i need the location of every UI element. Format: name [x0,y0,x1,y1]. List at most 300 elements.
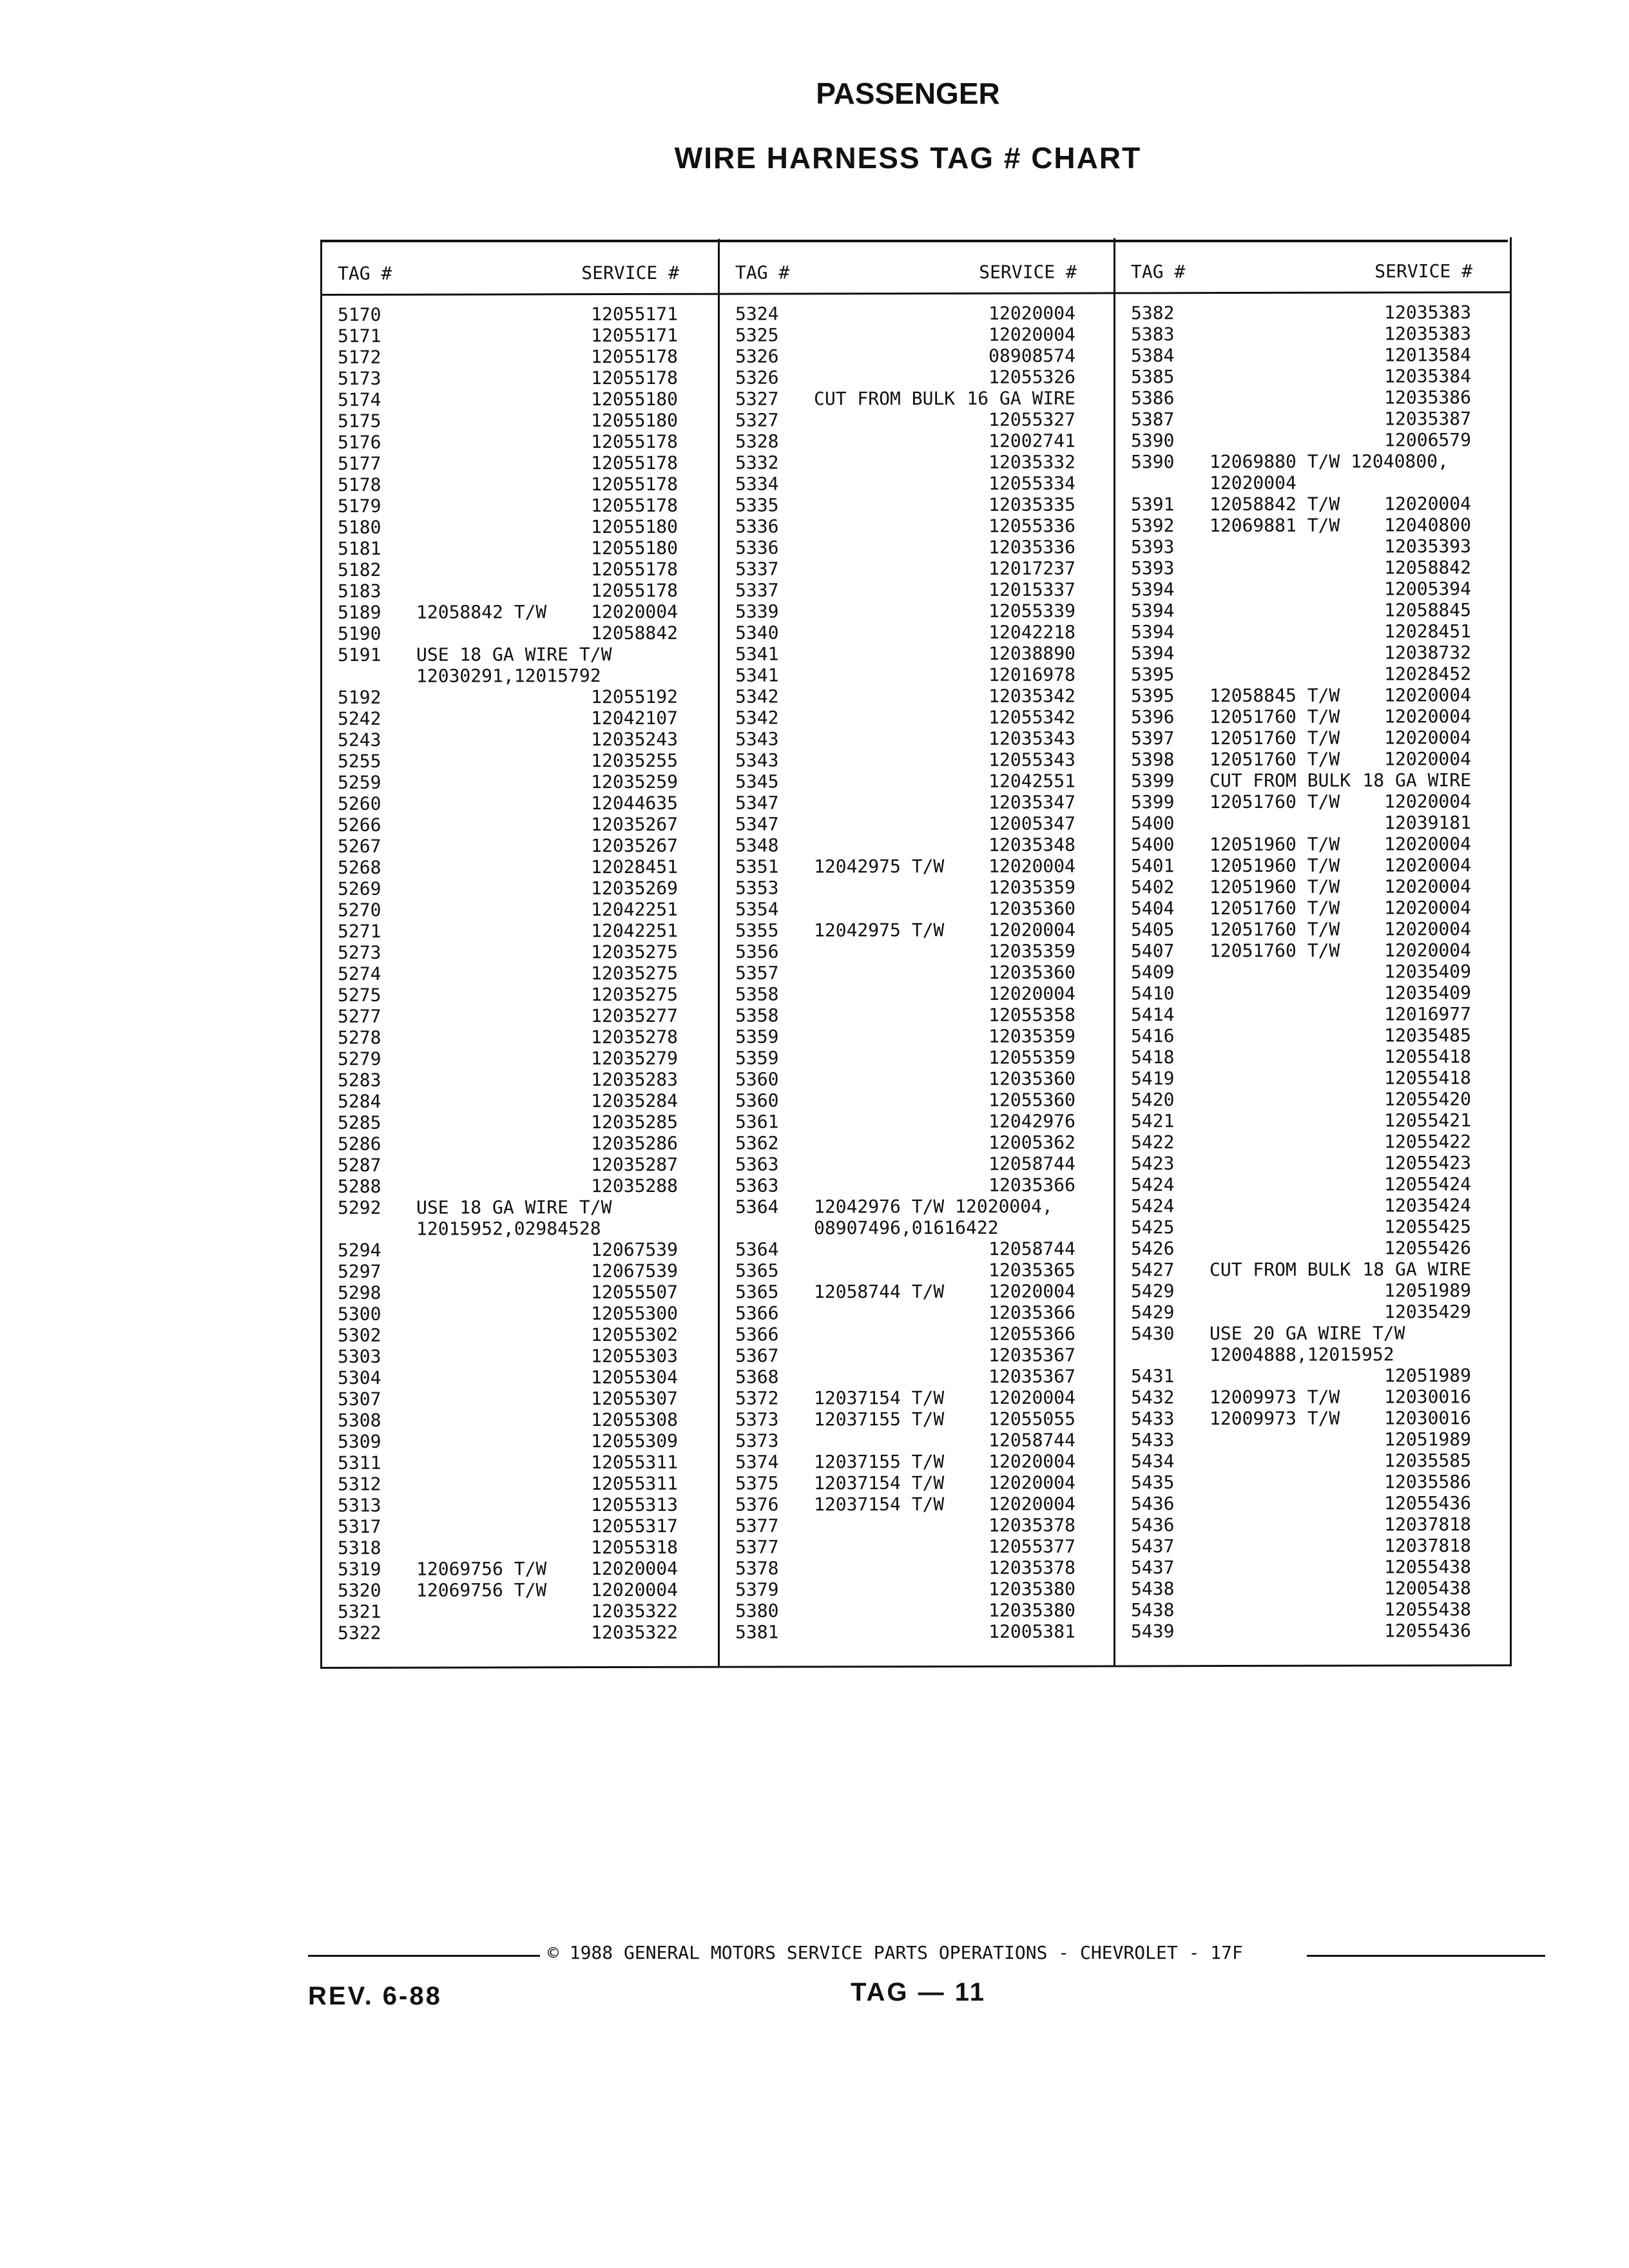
table-row [1115,1237,1511,1259]
tag-number: 5367 [735,1345,779,1367]
table-row [1115,1110,1511,1131]
tag-number: 5326 [735,345,779,367]
table-row [720,749,1115,771]
table-row [1115,1322,1511,1344]
table-row [720,1514,1115,1536]
table-row [322,410,718,432]
table-row [1115,1407,1511,1429]
tag-number: 5372 [735,1387,779,1409]
tag-number: 5320 [338,1579,381,1601]
table-row [1115,557,1511,579]
service-number: 12055178 [591,494,678,517]
service-note: 12020004 [1210,472,1296,494]
table-row [720,664,1115,686]
tag-number: 5343 [735,749,779,771]
service-number: 12035380 [988,1599,1075,1621]
service-number: 12035275 [591,962,678,985]
service-number: 12055426 [1384,1237,1471,1259]
tag-number: 5287 [338,1154,381,1176]
table-column-3 [1113,237,1511,1665]
tag-number: 5348 [735,834,779,856]
service-note: 12042975 T/W [814,919,945,941]
tag-number: 5351 [735,856,779,878]
table-row [720,1472,1115,1494]
tag-number: 5277 [338,1005,381,1027]
tag-number: 5326 [735,367,779,389]
table-row [720,1365,1115,1387]
tag-number: 5292 [338,1196,381,1218]
service-number: 12035286 [591,1132,678,1155]
service-number: 12013584 [1384,344,1471,366]
table-row [1115,1620,1511,1642]
table-row [322,899,718,921]
service-number: 12035267 [591,813,678,836]
tag-number: 5421 [1131,1110,1175,1132]
header-service: SERVICE # [1374,260,1472,282]
table-row [1115,791,1511,812]
tag-number: 5373 [735,1430,779,1452]
tag-number: 5382 [1131,302,1175,324]
table-row [720,855,1115,877]
table-row [322,1026,718,1048]
table-row [322,814,718,836]
tag-number: 5437 [1131,1535,1175,1557]
column-rows [1115,302,1511,1642]
table-row [1115,1492,1511,1514]
tag-number: 5373 [735,1408,779,1430]
table-row [720,1068,1115,1090]
service-number: 12055317 [591,1515,678,1537]
table-row [720,472,1115,494]
table-row [1115,939,1511,961]
table-row [720,1153,1115,1175]
table-row [720,1493,1115,1515]
service-note: 12037155 T/W [814,1450,945,1473]
table-row [720,1557,1115,1579]
table-row [720,430,1115,452]
service-number: 12055178 [591,579,678,602]
table-row [322,1494,718,1516]
service-note: 12037154 T/W [814,1493,945,1515]
table-row [322,1090,718,1112]
tag-number: 5435 [1131,1472,1175,1494]
service-number: 12055327 [988,408,1075,430]
service-number: 12035386 [1384,387,1471,408]
tag-number: 5383 [1131,323,1175,345]
tag-number: 5297 [338,1260,381,1282]
service-note: USE 20 GA WIRE T/W [1210,1322,1405,1345]
header-tag: TAG # [338,262,392,284]
service-number: 12035409 [1384,982,1471,1004]
tag-number: 5405 [1131,919,1175,941]
tag-number: 5438 [1131,1599,1175,1621]
tag-number: 5319 [338,1558,381,1580]
tag-number: 5355 [735,919,779,941]
service-number: 12055422 [1384,1131,1471,1153]
service-number: 12035378 [988,1557,1075,1579]
header-tag: TAG # [1131,261,1186,283]
service-number: 12035283 [591,1068,678,1091]
service-number: 12040800 [1384,514,1471,536]
tag-number: 5386 [1131,387,1175,409]
service-number: 12055318 [591,1536,678,1559]
page-title: PASSENGER [816,77,1000,110]
service-number: 12055418 [1384,1067,1471,1089]
service-number: 12055424 [1384,1173,1471,1195]
header-service: SERVICE # [979,261,1077,283]
table-row [1115,1195,1511,1216]
service-number: 12006579 [1384,429,1471,451]
service-number: 12055300 [591,1302,678,1325]
page-number: TAG — 11 [851,1978,986,2006]
service-number: 12035347 [988,791,1075,813]
tag-number: 5242 [338,707,381,729]
table-row [322,1388,718,1410]
tag-number: 5174 [338,389,381,410]
service-note: 12015952,02984528 [416,1218,601,1240]
service-number: 12035348 [988,834,1075,856]
table-row [720,898,1115,919]
table-column-1 [322,239,718,1667]
service-number: 12017237 [988,557,1075,579]
table-column-2 [718,238,1115,1666]
table-row [322,1430,718,1452]
service-number: 12055178 [591,558,678,581]
service-number: 12035485 [1384,1024,1471,1046]
tag-number: 5266 [338,814,381,836]
table-row [1115,302,1511,323]
service-number: 12055171 [591,324,678,347]
table-row [1115,854,1511,876]
tag-number: 5285 [338,1111,381,1133]
service-number: 12028451 [591,856,678,878]
service-note: 12037154 T/W [814,1387,945,1409]
table-row [720,451,1115,473]
service-number: 12042976 [988,1110,1075,1132]
service-number: 12058842 [591,622,678,644]
table-row [1115,684,1511,706]
service-number: 12055311 [591,1472,678,1495]
tag-number: 5366 [735,1323,779,1345]
tag-number: 5325 [735,324,779,346]
service-number: 18 GA WIRE [1362,1258,1471,1280]
tag-number: 5347 [735,813,779,835]
service-number: 12058744 [988,1429,1075,1451]
service-number: 12035429 [1384,1301,1471,1323]
table-row [720,1046,1115,1068]
service-number: 12020004 [1384,876,1471,898]
service-number: 12055420 [1384,1088,1471,1110]
tag-number: 5434 [1131,1450,1175,1472]
tag-number: 5336 [735,537,779,559]
service-number: 12005362 [988,1131,1075,1153]
table-row [322,516,718,538]
table-row [1115,1386,1511,1408]
table-row [322,920,718,942]
tag-number: 5362 [735,1132,779,1154]
service-note: 12051760 T/W [1210,706,1340,728]
header-service: SERVICE # [581,262,679,284]
service-number: 12020004 [1384,706,1471,727]
table-row [322,346,718,368]
table-row [720,983,1115,1004]
service-number: 16 GA WIRE [967,387,1075,409]
copyright-text: © 1988 GENERAL MOTORS SERVICE PARTS OPERATIONS - CHEVROLET - 17F [548,1942,1243,1963]
tag-number: 5191 [338,644,381,666]
service-number: 12020004 [591,1557,678,1580]
tag-number: 5318 [338,1537,381,1559]
tag-number: 5189 [338,601,381,623]
table-row [1115,1471,1511,1493]
table-row [1115,961,1511,983]
table-row [322,1303,718,1325]
chart-subtitle: WIRE HARNESS TAG # CHART [674,141,1142,175]
tag-number: 5410 [1131,983,1175,1004]
service-note: 12069756 T/W [416,1579,547,1601]
table-row [1115,578,1511,600]
tag-number: 5324 [735,303,779,325]
service-number: 12058744 [988,1238,1075,1260]
service-number: 12042251 [591,898,678,921]
service-number: 12016977 [1384,1003,1471,1025]
table-row [322,1154,718,1176]
service-number: 12020004 [988,1387,1075,1408]
service-number: 12035383 [1384,302,1471,323]
tag-number: 5365 [735,1260,779,1282]
tag-number: 5328 [735,430,779,452]
table-row [322,1409,718,1431]
service-number: 12035269 [591,877,678,899]
service-number: 12035336 [988,536,1075,558]
tag-number: 5183 [338,580,381,602]
table-row [720,494,1115,515]
service-number: 12035367 [988,1344,1075,1366]
service-number: 12020004 [988,1472,1075,1494]
service-number: 12035393 [1384,535,1471,557]
tag-number: 5401 [1131,855,1175,877]
service-number: 12005381 [988,1620,1075,1642]
tag-number: 5363 [735,1175,779,1196]
service-number: 12055178 [591,452,678,474]
service-number: 12035360 [988,898,1075,919]
table-row [322,367,718,389]
tag-number: 5375 [735,1472,779,1494]
table-row [720,1302,1115,1323]
tag-number: 5307 [338,1388,381,1410]
tag-number: 5317 [338,1515,381,1537]
service-note: 08907496,01616422 [814,1216,999,1239]
service-number: 12055377 [988,1535,1075,1557]
tag-number: 5433 [1131,1408,1175,1430]
tag-number: 5392 [1131,515,1175,537]
table-row [322,1175,718,1197]
tag-number: 5380 [735,1600,779,1622]
service-number: 12020004 [1384,748,1471,770]
table-row [720,579,1115,601]
tag-number: 5175 [338,410,381,432]
tag-number: 5436 [1131,1493,1175,1515]
table-row [720,706,1115,728]
table-row [1115,472,1511,494]
table-row [322,963,718,985]
tag-number: 5390 [1131,451,1175,473]
table-row [322,1600,718,1622]
tag-number: 5332 [735,452,779,474]
service-number: 12020004 [1384,727,1471,749]
service-number: 12055366 [988,1323,1075,1345]
service-number: 12020004 [1384,854,1471,876]
tag-number: 5294 [338,1239,381,1261]
service-number: 12055180 [591,409,678,432]
tag-number: 5394 [1131,621,1175,643]
tag-number: 5358 [735,983,779,1005]
tag-number: 5394 [1131,642,1175,664]
service-note: USE 18 GA WIRE T/W [416,644,612,666]
service-note: CUT FROM BULK [1210,1258,1351,1281]
table-row [720,387,1115,409]
table-row [1115,748,1511,770]
service-number: 12028452 [1384,663,1471,685]
table-row [720,366,1115,388]
tag-number: 5284 [338,1090,381,1112]
tag-number: 5274 [338,963,381,985]
service-number: 12055436 [1384,1492,1471,1514]
tag-number: 5353 [735,877,779,899]
tag-number: 5429 [1131,1302,1175,1323]
table-row [1115,450,1511,472]
tag-number: 5431 [1131,1365,1175,1387]
table-row [720,1089,1115,1111]
service-number: 12058845 [1384,599,1471,621]
service-number: 12020004 [988,302,1075,324]
table-row [322,835,718,857]
service-note: 12051760 T/W [1210,939,1340,962]
table-row [720,1174,1115,1196]
tag-number: 5327 [735,388,779,410]
service-number: 12067539 [591,1238,678,1261]
table-row [1115,493,1511,515]
service-number: 12055359 [988,1046,1075,1068]
table-row [322,1048,718,1070]
table-row [720,1620,1115,1642]
service-number: 12035322 [591,1621,678,1644]
table-row [720,345,1115,367]
table-row [322,1622,718,1644]
table-row [322,1069,718,1091]
service-number: 12037818 [1384,1535,1471,1557]
service-note: 12042975 T/W [814,855,945,878]
table-row [1115,1152,1511,1174]
tag-number: 5377 [735,1515,779,1537]
tag-number: 5180 [338,516,381,538]
service-note: 12037154 T/W [814,1472,945,1494]
service-number: 12035278 [591,1026,678,1048]
table-row [322,495,718,517]
service-number: 12051989 [1384,1365,1471,1387]
service-number: 12035424 [1384,1195,1471,1216]
tag-number: 5275 [338,984,381,1006]
table-row [1115,1514,1511,1535]
tag-number: 5361 [735,1111,779,1133]
table-row [1115,642,1511,664]
table-row [720,1280,1115,1302]
column-rows [322,303,718,1644]
tag-number: 5345 [735,771,779,793]
tag-number: 5439 [1131,1620,1175,1642]
service-number: 12055171 [591,303,678,325]
table-row [720,323,1115,345]
service-number: 12035387 [1384,408,1471,430]
tag-number: 5170 [338,303,381,325]
tag-number: 5365 [735,1281,779,1303]
table-row [322,686,718,708]
table-row [1115,1046,1511,1068]
service-number: 12055336 [988,515,1075,537]
service-note: 12042976 T/W 12020004, [814,1195,1053,1218]
service-number: 12038732 [1384,642,1471,664]
table-row [720,1025,1115,1047]
service-number: 12055360 [988,1089,1075,1111]
table-row [720,919,1115,941]
service-note: 12051960 T/W [1210,833,1340,856]
service-note: 12051760 T/W [1210,918,1340,941]
tag-number: 5308 [338,1409,381,1431]
service-number: 12020004 [988,1280,1075,1302]
table-row [1115,408,1511,430]
table-row [1115,1577,1511,1599]
table-row [322,1111,718,1133]
tag-number: 5313 [338,1494,381,1516]
tag-number: 5359 [735,1047,779,1069]
table-row [720,1429,1115,1451]
tag-number: 5425 [1131,1216,1175,1238]
tag-number: 5377 [735,1536,779,1558]
tag-number: 5288 [338,1175,381,1197]
tag-number: 5340 [735,622,779,644]
table-row [322,452,718,474]
service-number: 12042251 [591,919,678,942]
tag-number: 5422 [1131,1131,1175,1153]
service-number: 12055309 [591,1430,678,1452]
service-number: 12058744 [988,1153,1075,1175]
tag-number: 5321 [338,1600,381,1622]
service-number: 12035279 [591,1047,678,1070]
tag-number: 5399 [1131,770,1175,792]
tag-number: 5334 [735,473,779,495]
tag-number: 5279 [338,1048,381,1070]
service-number: 12055421 [1384,1110,1471,1131]
tag-number: 5429 [1131,1280,1175,1302]
table-row [720,791,1115,813]
tag-number: 5255 [338,750,381,772]
service-number: 12055308 [591,1408,678,1431]
table-row [1115,1535,1511,1557]
tag-number: 5409 [1131,961,1175,983]
tag-number: 5171 [338,325,381,347]
table-row [720,1578,1115,1600]
tag-number: 5363 [735,1153,779,1175]
table-row [322,1558,718,1580]
table-row [1115,1428,1511,1450]
tag-number: 5416 [1131,1025,1175,1047]
service-note: 12069756 T/W [416,1558,547,1580]
tag-number: 5172 [338,346,381,368]
tag-number: 5286 [338,1133,381,1155]
tag-number: 5311 [338,1452,381,1474]
table-row [322,1239,718,1261]
service-number: 12035322 [591,1600,678,1622]
table-row [322,1579,718,1601]
